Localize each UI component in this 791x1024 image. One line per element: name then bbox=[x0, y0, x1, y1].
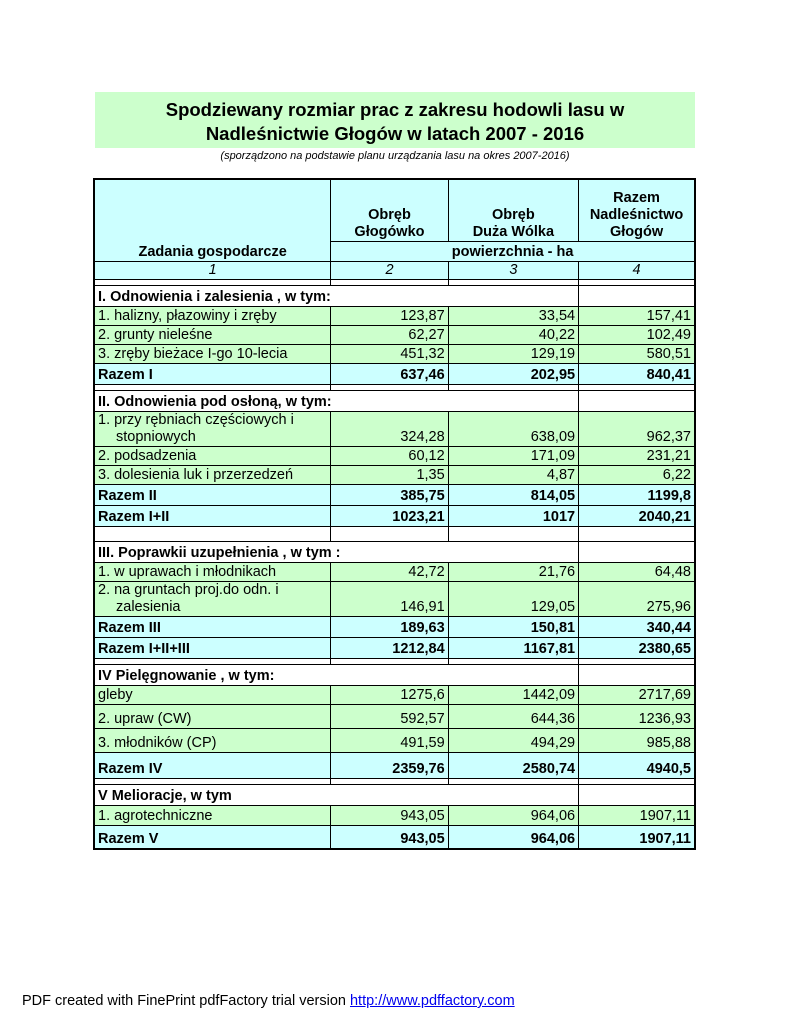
header-total: Razem Nadleśnictwo Głogów bbox=[579, 179, 695, 241]
footer-text: PDF created with FinePrint pdfFactory trial version bbox=[22, 993, 350, 1009]
title-box bbox=[95, 92, 695, 148]
header-glogowko: Obręb Głogówko bbox=[331, 179, 448, 241]
subtitle: (sporządzono na podstawie planu urządzania lasu na okres 2007-2016) bbox=[220, 150, 570, 162]
table-row: 2. podsadzenia 60,12 171,09 231,21 bbox=[94, 446, 695, 465]
total-row: Razem I 637,46 202,95 840,41 bbox=[94, 363, 695, 384]
table-row: 1. przy rębniach częściowych i stopniowych 324,28 638,09 962,37 bbox=[94, 411, 695, 446]
section-heading: IV Pielęgnowanie , w tym: bbox=[94, 664, 695, 685]
col-num-1: 1 bbox=[94, 261, 331, 279]
column-number-row bbox=[94, 261, 695, 279]
total-row: Razem I+II+III 1212,84 1167,81 2380,65 bbox=[94, 637, 695, 658]
separator bbox=[94, 526, 695, 541]
total-row: Razem II 385,75 814,05 1199,8 bbox=[94, 484, 695, 505]
header-duza-wolka: Obręb Duża Wólka bbox=[448, 179, 578, 241]
total-row: Razem V 943,05 964,06 1907,11 bbox=[94, 825, 695, 849]
pdffactory-link[interactable]: http://www.pdffactory.com bbox=[349, 993, 515, 1009]
header-tasks: Zadania gospodarcze bbox=[94, 179, 331, 261]
total-row: Razem III 189,63 150,81 340,44 bbox=[94, 616, 695, 637]
col-num-3: 3 bbox=[448, 261, 578, 279]
total-row: Razem IV 2359,76 2580,74 4940,5 bbox=[94, 752, 695, 778]
table-row: 1. w uprawach i młodnikach 42,72 21,76 64,48 bbox=[94, 562, 695, 581]
table-row: 3. młodników (CP) 491,59 494,29 985,88 bbox=[94, 728, 695, 752]
footer bbox=[22, 993, 515, 1009]
table-row: 1. halizny, płazowiny i zręby 123,87 33,54 157,41 bbox=[94, 306, 695, 325]
section-heading: I. Odnowienia i zalesienia , w tym: bbox=[94, 285, 695, 306]
col-num-4: 4 bbox=[579, 261, 695, 279]
table-row: 3. zręby bieżace I-go 10-lecia 451,32 129,19 580,51 bbox=[94, 344, 695, 363]
section-heading: III. Poprawkii uzupełnienia , w tym : bbox=[94, 541, 695, 562]
header-row bbox=[94, 179, 695, 241]
col-num-2: 2 bbox=[331, 261, 448, 279]
title-line-2: Nadleśnictwie Głogów w latach 2007 - 2016 bbox=[205, 123, 585, 144]
title-line-1: Spodziewany rozmiar prac z zakresu hodowli lasu w bbox=[165, 99, 625, 120]
table-row: gleby 1275,6 1442,09 2717,69 bbox=[94, 685, 695, 704]
table-row: 2. grunty nieleśne 62,27 40,22 102,49 bbox=[94, 325, 695, 344]
table-row: 2. na gruntach proj.do odn. i zalesienia 146,91 129,05 275,96 bbox=[94, 581, 695, 616]
work-table bbox=[93, 178, 696, 850]
table-row: 1. agrotechniczne 943,05 964,06 1907,11 bbox=[94, 805, 695, 825]
total-row: Razem I+II 1023,21 1017 2040,21 bbox=[94, 505, 695, 526]
section-heading: V Melioracje, w tym bbox=[94, 784, 695, 805]
table-row: 2. upraw (CW) 592,57 644,36 1236,93 bbox=[94, 704, 695, 728]
unit-label: powierzchnia - ha bbox=[331, 241, 695, 261]
table-row: 3. dolesienia luk i przerzedzeń 1,35 4,87 6,22 bbox=[94, 465, 695, 484]
section-heading: II. Odnowienia pod osłoną, w tym: bbox=[94, 390, 695, 411]
